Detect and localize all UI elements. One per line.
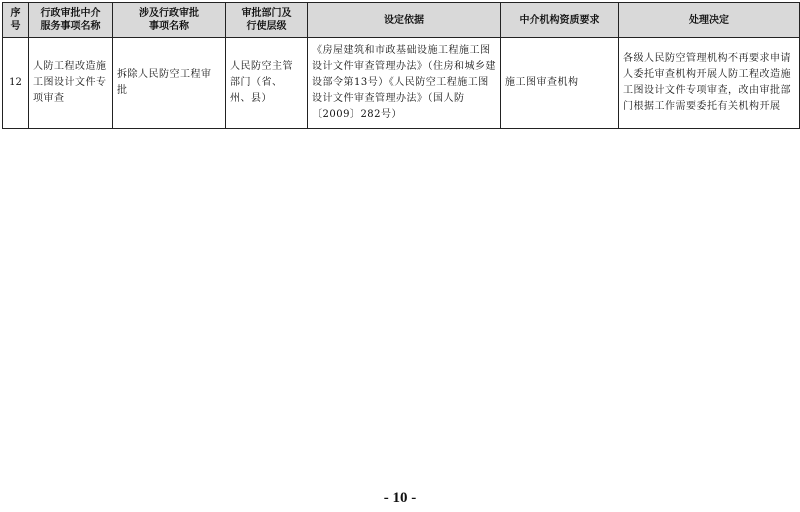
header-service-name: 行政审批中介 服务事项名称 <box>29 3 113 38</box>
legal-basis-cell: 《房屋建筑和市政基础设施工程施工图设计文件审查管理办法》（住房和城乡建设部令第13号）《人民防空工程施工图设计文件审查管理办法》（国人防〔2009〕282号） <box>308 38 501 129</box>
header-decision: 处理决定 <box>619 3 800 38</box>
intermediary-services-table <box>2 2 800 129</box>
department-cell: 人民防空主管部门（省、州、县） <box>226 38 308 129</box>
qualification-cell: 施工图审查机构 <box>501 38 619 129</box>
header-legal-basis: 设定依据 <box>308 3 501 38</box>
service-name-cell: 人防工程改造施工图设计文件专项审查 <box>29 38 113 129</box>
row-number-cell: 12 <box>3 38 29 129</box>
header-qualification: 中介机构资质要求 <box>501 3 619 38</box>
header-approval-item: 涉及行政审批 事项名称 <box>113 3 226 38</box>
decision-cell: 各级人民防空管理机构不再要求申请人委托审查机构开展人防工程改造施工图设计文件专项审查，改由审批部门根据工作需要委托有关机构开展 <box>619 38 800 129</box>
approval-item-cell: 拆除人民防空工程审批 <box>113 38 226 129</box>
page-number: - 10 - <box>383 490 417 506</box>
header-no: 序 号 <box>3 3 29 38</box>
header-department-level: 审批部门及 行使层级 <box>226 3 308 38</box>
table-header-row <box>3 3 800 38</box>
table-row <box>3 38 800 129</box>
